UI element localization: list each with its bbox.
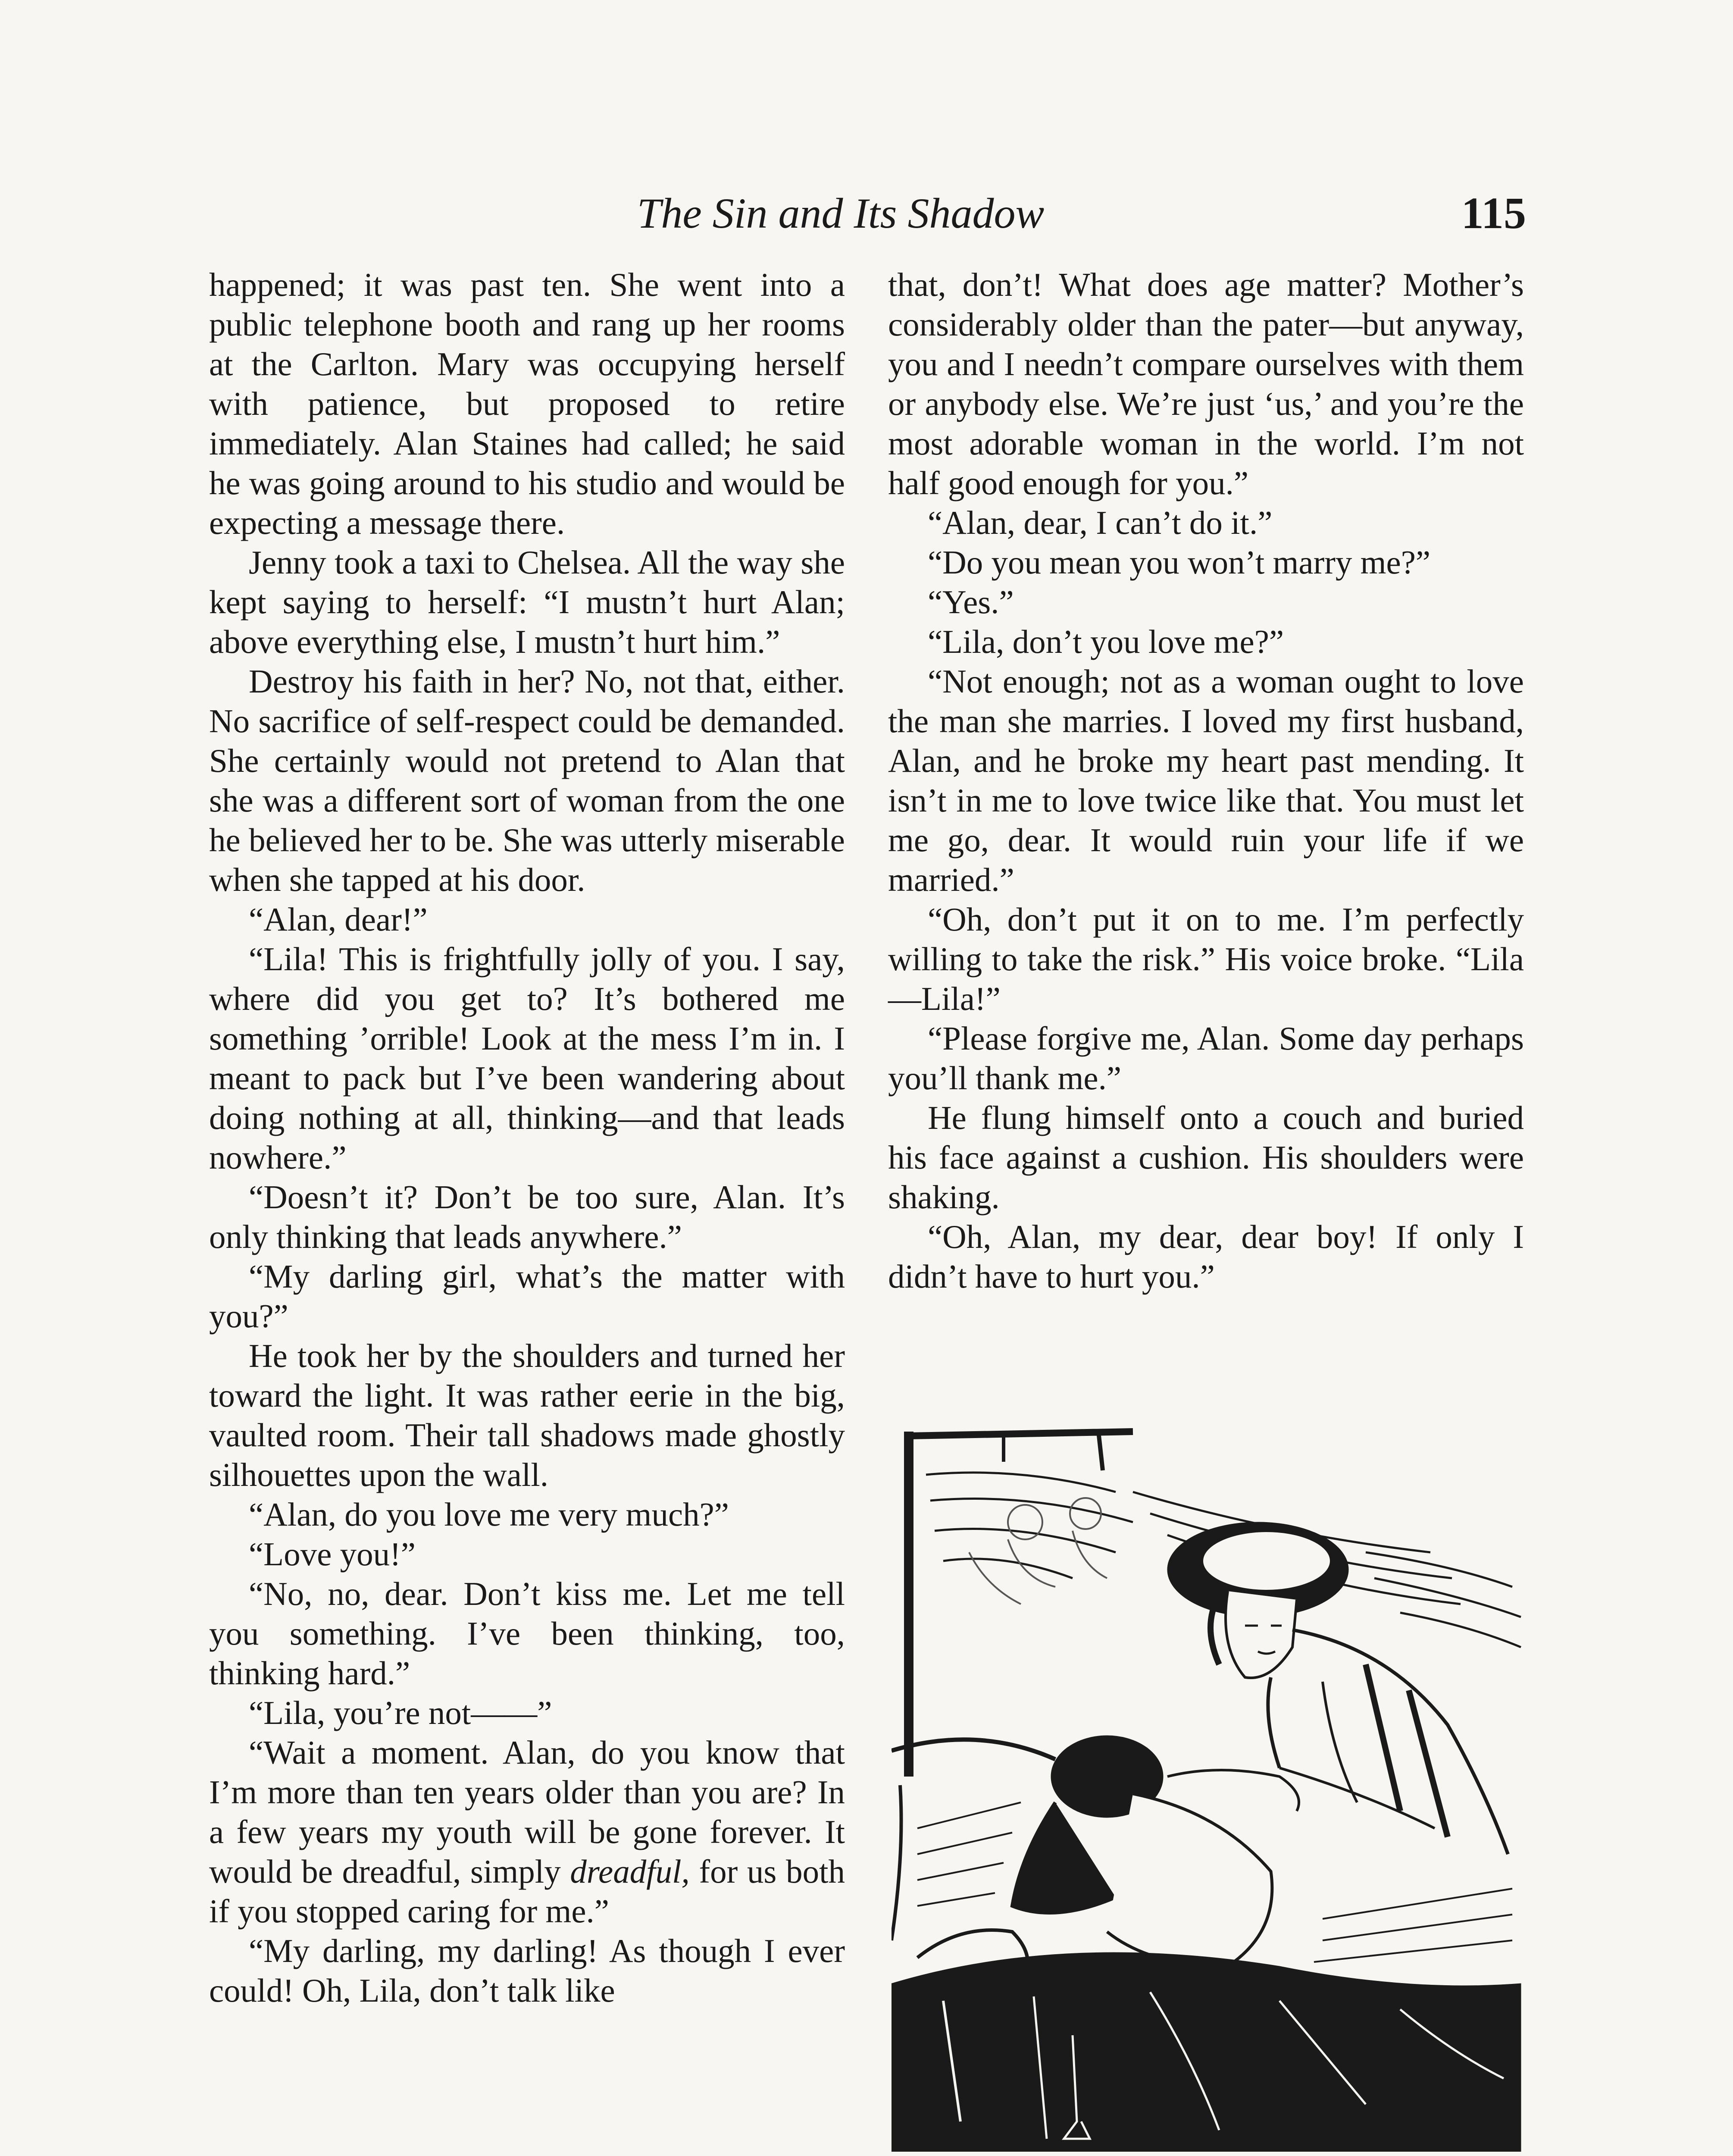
paragraph: “My darling, my darling! As though I ever could! Oh, Lila, don’t talk like [209, 1932, 845, 2009]
paragraph [209, 1733, 845, 1931]
paragraph: Jenny took a taxi to Chelsea. All the way she kept saying to herself: “I mustn’t hurt Alan; above everything else, I mustn’t hurt him.” [209, 544, 845, 660]
paragraph: “My darling girl, what’s the matter with you?” [209, 1258, 845, 1335]
paragraph: “Not enough; not as a woman ought to love the man she marries. I loved my first husband, Alan, and he broke my heart past mending. It isn’t in me to love twice like that. You must let me go, dear. It would ruin your life if we married.” [888, 663, 1524, 898]
page-number: 115 [1461, 188, 1526, 238]
paragraph: “Yes.” [928, 583, 1014, 620]
emphasis-text: dreadful, [570, 1853, 690, 1890]
paragraph: “Alan, do you love me very much?” [249, 1496, 729, 1533]
paragraph: “Oh, don’t put it on to me. I’m perfectly willing to take the risk.” His voice broke. “Lila—Lila!” [888, 901, 1524, 1017]
page-header [0, 181, 1733, 246]
paragraph: “Doesn’t it? Don’t be too sure, Alan. It’s only thinking that leads anywhere.” [209, 1178, 845, 1255]
paragraph: Destroy his faith in her? No, not that, either. No sacrifice of self-respect could be demanded. She certainly would not pretend to Alan that she was a different sort of woman from the one he believed her to be. She was utterly miserable when she tapped at his door. [209, 663, 845, 898]
paragraph: He took her by the shoulders and turned her toward the light. It was rather eerie in the big, vaulted room. Their tall shadows made ghostly silhouettes upon the wall. [209, 1337, 845, 1493]
right-column [888, 265, 1524, 1296]
left-column [209, 265, 845, 2010]
paragraph: He flung himself onto a couch and buried his face against a cushion. His shoulders were shaking. [888, 1099, 1524, 1216]
paragraph-text: “Wait a moment. Alan, do you know that I’m more than ten years older than you are? In a few years my youth will be gone forever. It would be dreadful, simply [209, 1734, 845, 1890]
illustration [892, 1423, 1523, 2152]
paragraph: “Please forgive me, Alan. Some day perhaps you’ll thank me.” [888, 1020, 1524, 1097]
paragraph: “Alan, dear, I can’t do it.” [928, 504, 1273, 541]
paragraph: “Love you!” [249, 1536, 416, 1573]
paragraph: that, don’t! What does age matter? Mother’s considerably older than the pater—but anyway, you and I needn’t compare ourselves with them or anybody else. We’re just ‘us,’ and you’re the most adorable woman in the world. I’m not half good enough for you.” [888, 266, 1524, 501]
paragraph-text: for us both if you stopped caring for me.” [209, 1853, 845, 1930]
paragraph: “Lila, don’t you love me?” [928, 623, 1284, 660]
illustration-drawing [892, 1423, 1523, 2152]
paragraph: “Alan, dear!” [249, 901, 428, 938]
paragraph: happened; it was past ten. She went into a public telephone booth and rang up her rooms at the Carlton. Mary was occupying herself with patience, but proposed to retire immediately. Alan Staines had called; he said he was going around to his studio and would be expecting a message there. [209, 266, 845, 541]
paragraph: “Do you mean you won’t marry me?” [928, 544, 1431, 581]
paragraph: “Lila, you’re not——” [249, 1694, 552, 1731]
paragraph: “Lila! This is frightfully jolly of you. I say, where did you get to? It’s bothered me something ’orrible! Look at the mess I’m in. I meant to pack but I’ve been wandering about doing nothing at all, thinking—and that leads nowhere.” [209, 940, 845, 1176]
running-title: The Sin and Its Shadow [637, 189, 1045, 237]
paragraph: “Oh, Alan, my dear, dear boy! If only I didn’t have to hurt you.” [888, 1218, 1524, 1295]
paragraph: “No, no, dear. Don’t kiss me. Let me tell you something. I’ve been thinking, too, thinking hard.” [209, 1575, 845, 1692]
